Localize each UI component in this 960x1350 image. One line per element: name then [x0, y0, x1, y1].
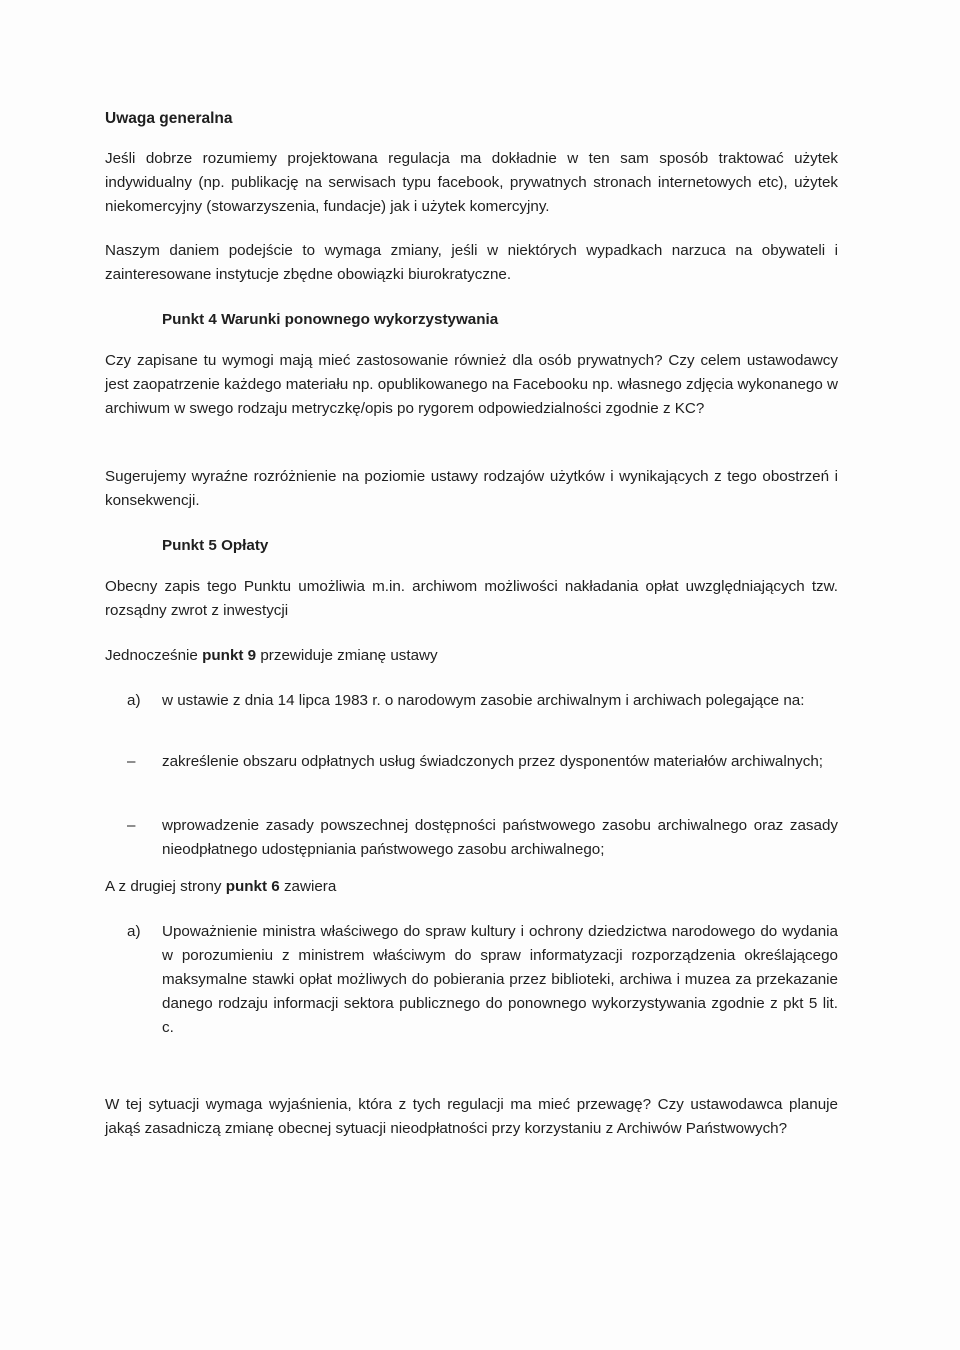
text-run: Jednocześnie: [105, 647, 203, 664]
bold-reference-punkt-6: punkt 6: [225, 878, 280, 895]
paragraph-general-1: Jeśli dobrze rozumiemy projektowana regulacja ma dokładnie w ten sam sposób traktować użytek indywidualny (np. publikację na serwisach typu facebook, prywatnych stronach internetowych etc), użytek niekomercyjny (stowarzyszenia, fundacje) jak i użytek komercyjny.: [105, 150, 838, 215]
paragraph-punkt-5-2: [105, 644, 838, 668]
paragraph-punkt-4-1: Czy zapisane tu wymogi mają mieć zastosowanie również dla osób prywatnych? Czy celem ustawodawcy jest zaopatrzenie każdego materiału np. opublikowanego na Facebooku np. własnego zdjęcia wykonanego w archiwum w swego rodzaju metryczkę/opis po rygorem odpowiedzialności zgodnie z KC?: [105, 352, 838, 417]
list-item-text: zakreślenie obszaru odpłatnych usług świadczonych przez dysponentów materiałów archiwalnych;: [162, 753, 823, 770]
paragraph-closing: W tej sytuacji wymaga wyjaśnienia, która z tych regulacji ma mieć przewagę? Czy ustawodawca planuje jakąś zasadniczą zmianę obecnej sytuacji nieodpłatności przy korzystaniu z Archiwów Państwowych?: [105, 1096, 838, 1137]
text-run: przewiduje zmianę ustawy: [256, 647, 438, 664]
section-heading-punkt-4: Punkt 4 Warunki ponownego wykorzystywania: [162, 311, 499, 328]
list-item-text: wprowadzenie zasady powszechnej dostępności państwowego zasobu archiwalnego oraz zasady nieodpłatnego udostępniania państwowego zasobu archiwalnego;: [162, 817, 838, 858]
paragraph-punkt-5-1: Obecny zapis tego Punktu umożliwia m.in. archiwom możliwości nakładania opłat uwzględniających tzw. rozsądny zwrot z inwestycji: [105, 578, 838, 619]
list-item-dash-2: [105, 814, 838, 862]
text-run: A z drugiej strony: [105, 878, 226, 895]
paragraph-general-2: Naszym daniem podejście to wymaga zmiany, jeśli w niektórych wypadkach narzuca na obywateli i zainteresowane instytucje zbędne obowiązki biurokratyczne.: [105, 242, 838, 283]
list-item-a-ustawa: [105, 689, 838, 713]
list-marker: a): [127, 692, 141, 709]
dash-marker: –: [127, 817, 136, 834]
list-marker: a): [127, 923, 141, 940]
paragraph-punkt-4-2: Sugerujemy wyraźne rozróżnienie na poziomie ustawy rodzajów użytków i wynikających z tego obostrzeń i konsekwencji.: [105, 468, 838, 509]
section-heading-punkt-5: Punkt 5 Opłaty: [162, 537, 269, 554]
dash-marker: –: [127, 753, 136, 770]
paragraph-punkt-5-3: [105, 875, 838, 899]
list-item-text: w ustawie z dnia 14 lipca 1983 r. o narodowym zasobie archiwalnym i archiwach polegające na:: [162, 692, 805, 709]
bold-reference-punkt-9: punkt 9: [202, 647, 257, 664]
list-item-a-upowaznienie: [105, 920, 838, 1040]
text-run: zawiera: [279, 878, 337, 895]
list-item-dash-1: [105, 750, 838, 774]
list-item-text: Upoważnienie ministra właściwego do spraw kultury i ochrony dziedzictwa narodowego do wydania w porozumieniu z ministrem właściwym do spraw informatyzacji rozporządzenia określającego maksymalne stawki opłat możliwych do pobierania przez biblioteki, archiwa i muzea za przekazanie danego rodzaju informacji sektora publicznego do ponownego wykorzystywania zgodnie z pkt 5 lit. c.: [162, 923, 838, 1036]
section-heading-general: Uwaga generalna: [105, 110, 233, 127]
